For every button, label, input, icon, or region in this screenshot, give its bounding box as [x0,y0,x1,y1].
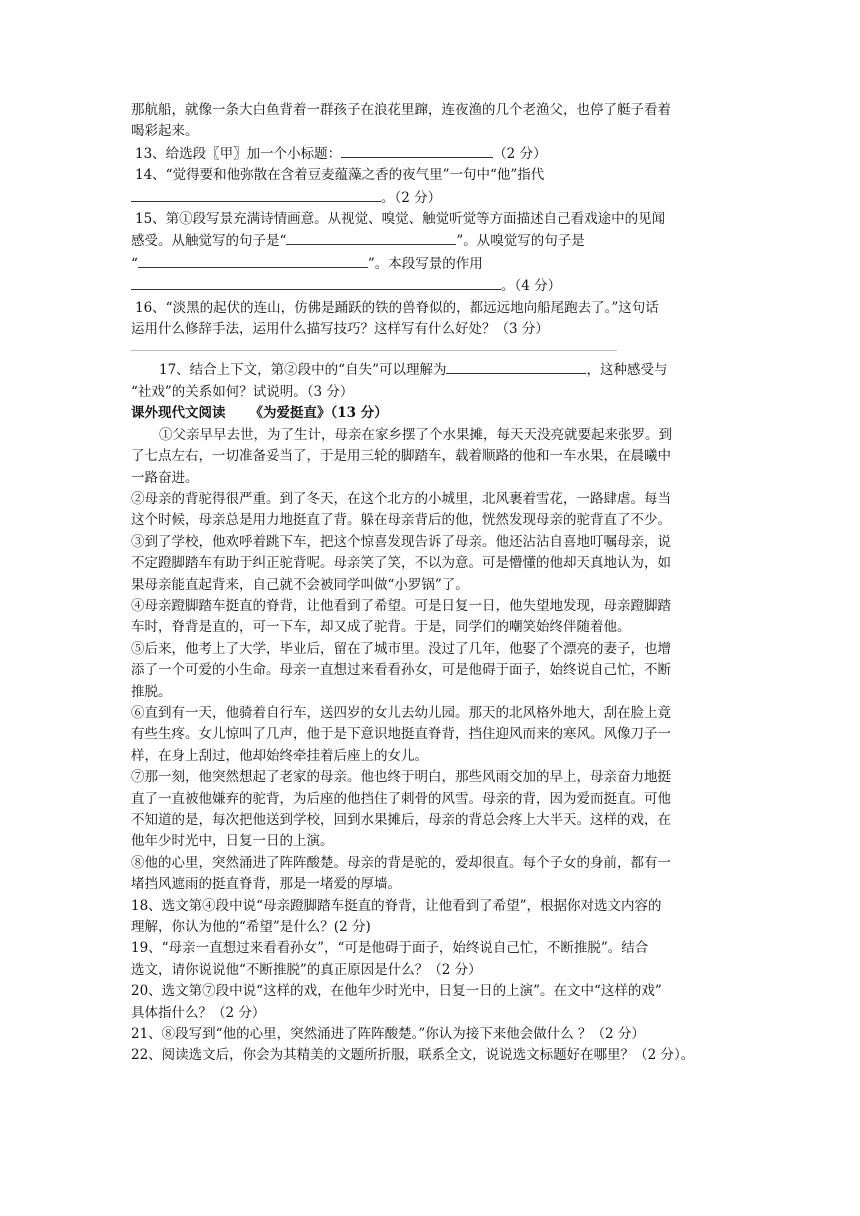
paragraph-line: 有些生疼。女儿惊叫了几声，他于是下意识地挺直脊背，挡住迎风而来的寒风。风像刀子一 [131,726,671,743]
section-label: 课外现代文阅读 [131,405,226,422]
paragraph-3: ③到了学校，他欢呼着跳下车，把这个惊喜发现告诉了母亲。他还沾沾自喜地叮嘱母亲，说 [131,533,671,550]
question-16-cont: 运用什么修辞手法，运用什么描写技巧？这样写有什么好处？（3 分） [131,321,549,338]
question-13 [131,143,733,165]
question-15 [131,209,733,230]
paragraph-2: ②母亲的背驼得很严重。到了冬天，在这个北方的小城里，北风裹着雪花，一路肆虐。每当 [131,490,671,507]
paragraph-line: 不知道的是，每次把他送到学校，回到水果摊后，母亲的背总会疼上大半天。这样的戏，在 [131,812,671,828]
question-19: 19、“母亲一直想过来看看孙女”，“可是他碍于面子，始终说自己忙，不断推脱”。结合 [131,940,649,957]
score-label: （2 分） [493,145,547,162]
text-line: 那航船，就像一条大白鱼背着一群孩子在浪花里蹿，连夜渔的几个老渔父，也停了艇子看着 [131,102,671,118]
section-heading [131,403,733,424]
document-page [131,100,733,1067]
question-17-cont: “社戏”的关系如何？试说明。（3 分） [131,383,354,400]
question-21: 21、⑧段写到“他的心里，突然涌进了阵阵酸楚。”你认为接下来他会做什么 ？（2 分） [131,1026,645,1043]
paragraph-line: 他年少时光中，日复一日的上演。 [131,833,334,850]
paragraph-line: 果母亲能直起背来，自己就不会被同学叫做“小罗锅”了。 [131,576,469,593]
answer-line[interactable] [131,350,617,351]
question-14 [131,165,733,186]
score-label: 。（4 分） [501,278,562,295]
answer-blank[interactable] [131,275,501,290]
paragraph-line: 添了一个可爱的小生命。母亲一直想过来看看孙女，可是他碍于面子，始终说自己忙，不断 [131,662,671,679]
question-20-cont: 具体指什么？（2 分） [131,1004,266,1021]
text-span: 17、结合上下文，第②段中的“自失”可以理解为 [159,362,447,379]
answer-blank[interactable] [446,359,586,374]
paragraph-5: ⑤后来，他考上了大学，毕业后，留在了城市里。没过了几年，他娶了个漂亮的妻子，也增 [131,640,671,657]
answer-blank[interactable] [131,187,381,202]
question-14-text: 14、“觉得要和他弥散在含着豆麦蕴藻之香的夜气里”一句中“他”指代 [135,167,545,184]
paragraph-6: ⑥直到有一天，他骑着自行车，送四岁的女儿去幼儿园。那天的北风格外地大，刮在脸上竟 [131,704,671,721]
paragraph-line: 推脱。 [131,683,172,700]
answer-blank[interactable] [286,230,456,245]
answer-blank[interactable] [138,253,368,268]
text-span: ”。从嗅觉写的句子是 [456,233,585,250]
paragraph-line: 车时，脊背是直的，可一下车，却又成了驼背。于是，同学们的嘲笑始终伴随着他。 [131,619,631,636]
paragraph-line: 一路奋进。 [131,469,199,486]
answer-blank[interactable] [341,143,493,158]
paragraph-4: ④母亲蹬脚踏车挺直的脊背，让他看到了希望。可是日复一日，他失望地发现，母亲蹬脚踏 [131,597,671,614]
text-span: ，这种感受与 [586,362,668,379]
paragraph-line: 这个时候，母亲总是用力地挺直了背。躲在母亲背后的他，恍然发现母亲的驼背直了不少。 [131,512,671,529]
question-15-text: 15、第①段写景充满诗情画意。从视觉、嗅觉、触觉听觉等方面描述自己看戏途中的见闻 [135,211,666,228]
question-20: 20、选文第⑦段中说“这样的戏，在他年少时光中，日复一日的上演”。在文中“这样的戏” [131,983,662,1000]
question-22: 22、阅读选文后，你会为其精美的文题所折服，联系全文，说说选文标题好在哪里？（2 分）。 [131,1047,695,1064]
text-span: ”。本段写景的作用 [367,255,483,272]
question-14-cont [131,187,733,209]
paragraph-line: 直了一直被他嫌弃的驼背，为后座的他挡住了刺骨的风雪。母亲的背，因为爱而挺直。可他 [131,790,671,807]
text-span: 感受。从触觉写的句子是“ [131,233,287,250]
text-line: 喝彩起来。 [131,123,199,140]
score-label: 。（2 分） [381,189,442,206]
paragraph-line: 堵挡风遮雨的挺直脊背，那是一堵爱的厚墙。 [131,876,401,893]
paragraph-7: ⑦那一刻，他突然想起了老家的母亲。他也终于明白，那些风雨交加的早上，母亲奋力地挺 [131,769,671,786]
question-16: 16、“淡黑的起伏的连山，仿佛是踊跃的铁的兽脊似的，都远远地向船尾跑去了。”这句话 [135,299,659,316]
question-15-cont [131,253,733,275]
question-19-cont: 选文，请你说说他“不断推脱”的真正原因是什么？（2 分） [131,961,482,978]
question-15-cont [131,230,733,252]
question-18-cont: 理解，你认为他的“希望”是什么？(2 分) [131,919,371,936]
text-span: “ [131,255,138,272]
paragraph-line: 不定蹬脚踏车有助于纠正驼背呢。母亲笑了笑，不以为意。可是懵懂的他却天真地认为，如 [131,555,671,572]
question-17 [131,359,733,381]
question-13-text: 13、给选段〖甲〗加一个小标题： [135,145,342,162]
article-title: 《为爱挺直》（13 分） [249,405,388,422]
paragraph-1: ①父亲早早去世，为了生计，母亲在家乡摆了个水果摊，每天天没亮就要起来张罗。到 [159,426,672,443]
question-18: 18、选文第④段中说“母亲蹬脚踏车挺直的脊背，让他看到了希望”，根据你对选文内容的 [131,897,662,914]
paragraph-8: ⑧他的心里，突然涌进了阵阵酸楚。母亲的背是驼的，爱却很直。每个子女的身前，都有一 [131,854,671,871]
question-15-cont [131,275,733,297]
paragraph-line: 了七点左右，一切准备妥当了，于是用三轮的脚踏车，载着顺路的他和一车水果，在晨曦中 [131,448,671,465]
paragraph-line: 样，在身上刮过，他却始终牵挂着后座上的女儿。 [131,747,428,764]
